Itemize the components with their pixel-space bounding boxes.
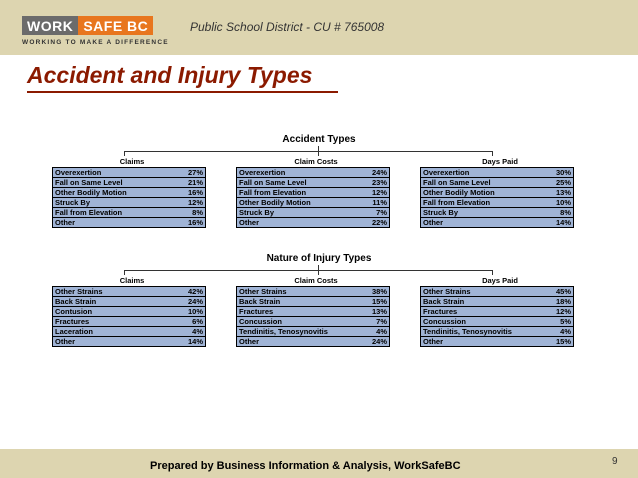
row-value: 38% [359,287,390,297]
injury-bracket-right [492,270,493,275]
row-name: Contusion [53,307,176,317]
table-row [421,188,574,198]
row-name: Tendinitis, Tenosynovitis [421,327,544,337]
row-name: Back Strain [421,297,544,307]
row-name: Fall on Same Level [237,178,360,188]
row-value: 13% [543,188,574,198]
logo-safe-bc: SAFE BC [78,16,153,35]
accident-claim-costs-label: Claim Costs [294,157,338,166]
row-name: Overexertion [237,168,360,178]
row-value: 23% [359,178,390,188]
table-row [53,337,206,347]
footer-credit: Prepared by Business Information & Analysis, WorkSafeBC [150,460,461,472]
row-name: Overexertion [53,168,176,178]
row-name: Fractures [421,307,544,317]
accident-claims-label: Claims [119,157,145,166]
table-row [237,307,390,317]
row-name: Fractures [237,307,360,317]
row-name: Struck By [421,208,544,218]
table-row [421,178,574,188]
row-value: 6% [175,317,206,327]
row-value: 10% [543,198,574,208]
injury-claim-costs-table [236,286,390,347]
table-row [53,297,206,307]
row-value: 4% [543,327,574,337]
row-value: 7% [359,317,390,327]
table-row [53,168,206,178]
injury-days-paid-table [420,286,574,347]
table-row [421,297,574,307]
accident-bracket-right [492,151,493,156]
injury-claims-table [52,286,206,347]
table-row [53,287,206,297]
row-name: Other [53,337,176,347]
table-row [237,337,390,347]
table-row [237,287,390,297]
injury-claims-label: Claims [119,276,145,285]
title-underline [27,91,338,93]
row-value: 12% [543,307,574,317]
logo-tagline: WORKING TO MAKE A DIFFERENCE [22,39,169,46]
accident-claims-table [52,167,206,228]
row-value: 25% [543,178,574,188]
row-value: 8% [175,208,206,218]
row-value: 22% [359,218,390,228]
row-value: 16% [175,188,206,198]
logo-work: WORK [22,16,78,35]
table-row [53,317,206,327]
row-name: Other Strains [237,287,360,297]
accident-bracket-mid [318,151,319,156]
row-value: 24% [175,297,206,307]
row-value: 8% [543,208,574,218]
injury-claim-costs-label: Claim Costs [294,276,338,285]
row-name: Other Bodily Motion [237,198,360,208]
row-value: 15% [359,297,390,307]
table-row [237,178,390,188]
table-row [421,327,574,337]
table-row [237,208,390,218]
row-value: 4% [359,327,390,337]
row-name: Fractures [53,317,176,327]
row-value: 45% [543,287,574,297]
table-row [421,208,574,218]
table-row [237,317,390,327]
table-row [421,307,574,317]
accident-bracket-left [124,151,125,156]
row-value: 24% [359,168,390,178]
row-name: Laceration [53,327,176,337]
row-name: Other Bodily Motion [421,188,544,198]
table-row [237,198,390,208]
accident-bracket-bar [124,151,492,152]
row-value: 21% [175,178,206,188]
table-row [237,297,390,307]
row-value: 13% [359,307,390,317]
table-row [421,287,574,297]
row-name: Concussion [237,317,360,327]
injury-bracket-left [124,270,125,275]
row-name: Concussion [421,317,544,327]
accident-days-paid-table [420,167,574,228]
accident-claim-costs-table [236,167,390,228]
row-value: 7% [359,208,390,218]
row-value: 18% [543,297,574,307]
row-value: 12% [359,188,390,198]
table-row [421,218,574,228]
row-name: Fall on Same Level [53,178,176,188]
table-row [53,188,206,198]
row-name: Other Strains [421,287,544,297]
row-value: 30% [543,168,574,178]
row-name: Other [53,218,176,228]
row-name: Struck By [237,208,360,218]
row-name: Fall from Elevation [237,188,360,198]
table-row [421,198,574,208]
row-value: 12% [175,198,206,208]
row-name: Other [237,218,360,228]
table-row [53,178,206,188]
table-row [53,327,206,337]
row-value: 10% [175,307,206,317]
row-value: 14% [175,337,206,347]
table-row [421,168,574,178]
table-row [53,307,206,317]
row-name: Other [237,337,360,347]
page-title: Accident and Injury Types [27,62,313,88]
row-value: 14% [543,218,574,228]
row-name: Overexertion [421,168,544,178]
page-number: 9 [612,456,618,467]
table-row [421,337,574,347]
table-row [421,317,574,327]
row-name: Fall from Elevation [53,208,176,218]
table-row [237,218,390,228]
row-name: Other Strains [53,287,176,297]
row-value: 11% [359,198,390,208]
row-value: 15% [543,337,574,347]
row-value: 27% [175,168,206,178]
table-row [237,168,390,178]
row-value: 42% [175,287,206,297]
row-name: Fall from Elevation [421,198,544,208]
row-value: 24% [359,337,390,347]
row-name: Fall on Same Level [421,178,544,188]
row-name: Back Strain [53,297,176,307]
injury-bracket-mid [318,270,319,275]
row-value: 5% [543,317,574,327]
table-row [237,327,390,337]
injury-bracket-bar [124,270,492,271]
header-title: Public School District - CU # 765008 [190,20,385,34]
row-name: Other [421,218,544,228]
row-name: Other Bodily Motion [53,188,176,198]
injury-days-paid-label: Days Paid [482,276,518,285]
injury-types-title: Nature of Injury Types [266,253,372,264]
row-value: 4% [175,327,206,337]
row-name: Back Strain [237,297,360,307]
row-name: Other [421,337,544,347]
row-name: Struck By [53,198,176,208]
row-value: 16% [175,218,206,228]
accident-days-paid-label: Days Paid [482,157,518,166]
table-row [53,208,206,218]
table-row [53,198,206,208]
table-row [53,218,206,228]
row-name: Tendinitis, Tenosynovitis [237,327,360,337]
accident-types-title: Accident Types [282,134,356,145]
table-row [237,188,390,198]
worksafebc-logo [22,16,153,35]
